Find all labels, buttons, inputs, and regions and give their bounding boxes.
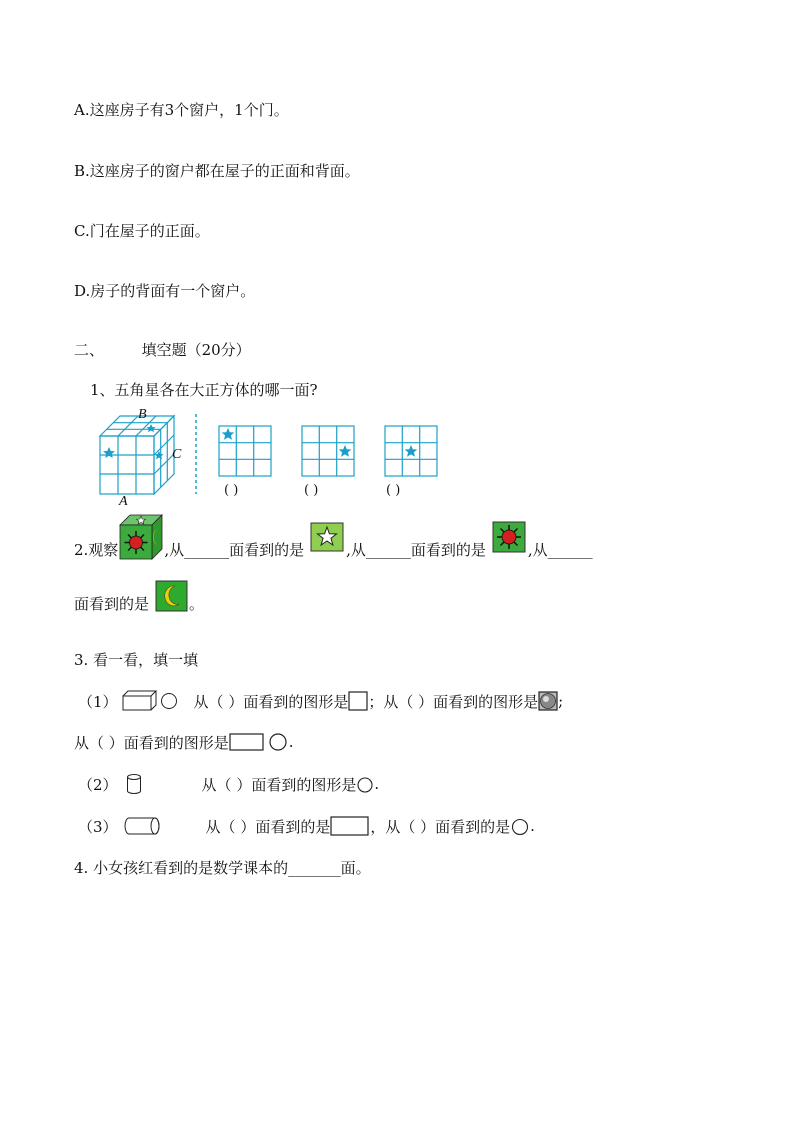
- option-a: A.这座房子有3个窗户，1个门。: [74, 101, 289, 119]
- q3-title: 3. 看一看，填一填: [74, 651, 199, 669]
- grid-face-3: [384, 425, 440, 478]
- q2-prefix: 2.观察: [74, 540, 119, 559]
- cube-side-star-icon: [154, 451, 163, 459]
- circle-icon: [267, 732, 289, 752]
- q3-p3-b: ，从（ ）面看到的是: [370, 817, 511, 836]
- q3-p2-end: .: [374, 775, 380, 793]
- q3-p1-end: .: [288, 733, 294, 751]
- star-icon: [405, 445, 418, 457]
- q3-part1-line1: [78, 689, 563, 713]
- q3-p2-a: 从（ ）面看到的图形是: [201, 775, 357, 794]
- option-b: B.这座房子的窗户都在屋子的正面和背面。: [74, 162, 360, 180]
- q3-part3: [78, 813, 535, 839]
- section-heading: [74, 340, 251, 360]
- label-c: C: [172, 447, 182, 462]
- q3-p3-end: .: [530, 817, 535, 835]
- q4-text: 4. 小女孩红看到的是数学课本的_______面。: [74, 859, 371, 877]
- q2-seg3: ,从______: [527, 540, 593, 559]
- square-icon: [348, 691, 368, 711]
- section-number: 二、: [74, 341, 105, 359]
- label-a: A: [119, 494, 128, 509]
- q3-p1-a: 从（ ）面看到的图形是: [193, 692, 349, 711]
- star-icon: [339, 445, 352, 457]
- rectangle-icon: [229, 732, 265, 752]
- answer-blank-2[interactable]: ( ): [304, 483, 319, 498]
- answer-blank-1[interactable]: ( ): [224, 483, 239, 498]
- cube-front-star-icon: [103, 447, 115, 458]
- answer-blank-3[interactable]: ( ): [386, 483, 401, 498]
- label-b: B: [138, 407, 147, 422]
- circle-icon: [160, 692, 178, 710]
- pattern-cube-icon: [118, 513, 164, 561]
- star-face-icon: [310, 522, 346, 552]
- q3-part1-line2: [74, 730, 294, 754]
- q3-p1-num: （1）: [78, 692, 118, 711]
- grid-face-1: [218, 425, 274, 478]
- rectangle-icon: [330, 815, 370, 837]
- q2-end: 。: [189, 594, 205, 613]
- q3-p1-c: ;: [558, 692, 564, 710]
- cylinder-icon: [126, 773, 144, 795]
- q2-line1: [74, 512, 593, 562]
- q3-p1-line2: 从（ ）面看到的图形是: [74, 733, 229, 752]
- q3-part2: [78, 772, 379, 796]
- option-d: D.房子的背面有一个窗户。: [74, 282, 256, 300]
- q3-p2-num: （2）: [78, 775, 118, 794]
- q2-seg1: ,从______面看到的是: [164, 540, 305, 559]
- star-icon: [222, 428, 235, 440]
- q3-p1-b: ；从（ ）面看到的图形是: [368, 692, 539, 711]
- q2-line2-text: 面看到的是: [74, 594, 150, 613]
- sun-face-icon: [492, 521, 528, 553]
- q2-seg2: ,从______面看到的是: [346, 540, 486, 559]
- cube-top-star-icon: [146, 424, 155, 432]
- lying-cylinder-icon: [124, 816, 164, 836]
- cuboid-icon: [122, 690, 158, 712]
- section-title: 填空题（20分）: [141, 341, 251, 359]
- q2-line2: [74, 578, 204, 614]
- grid-face-2: [301, 425, 357, 478]
- q1-text: 1、五角星各在大正方体的哪一面?: [90, 381, 318, 399]
- circle-icon: [510, 816, 530, 836]
- dashed-divider: [192, 414, 200, 494]
- option-c: C.门在屋子的正面。: [74, 222, 210, 240]
- q3-p3-num: （3）: [78, 817, 118, 836]
- sphere-square-icon: [538, 691, 558, 711]
- q3-p3-a: 从（ ）面看到的是: [205, 817, 331, 836]
- circle-icon: [356, 775, 374, 793]
- moon-face-icon: [155, 580, 189, 612]
